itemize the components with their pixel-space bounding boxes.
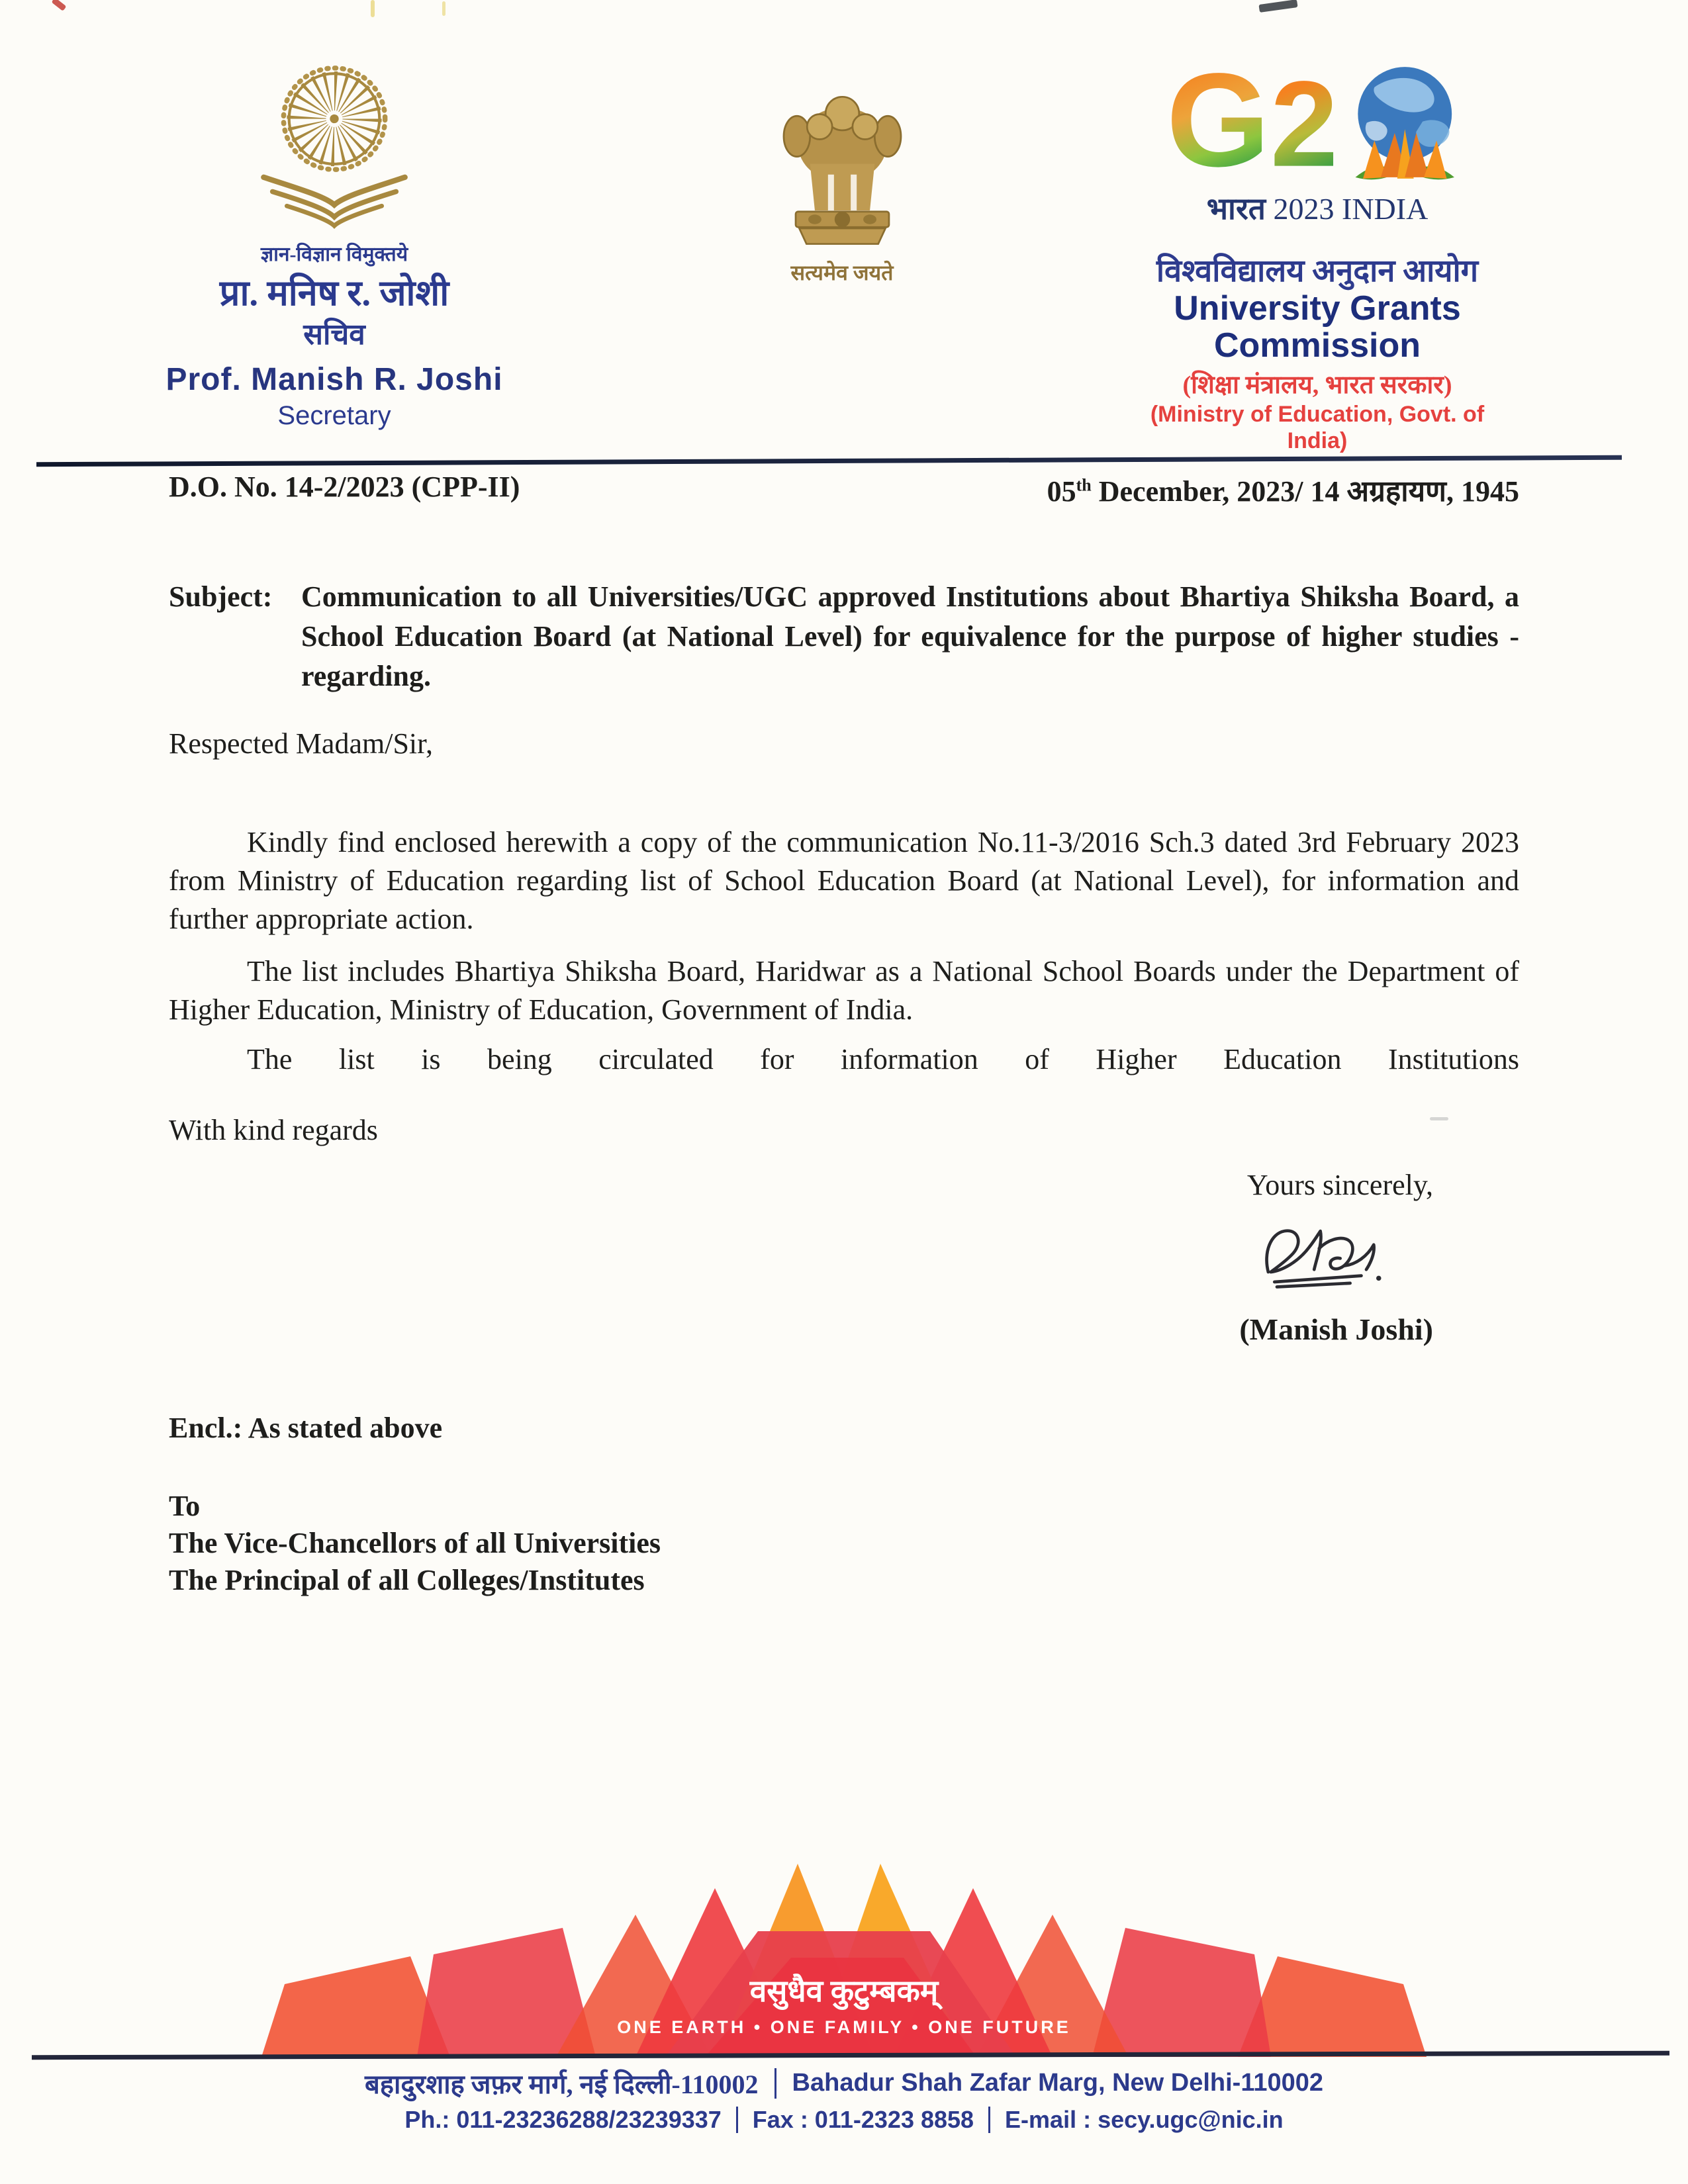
- g20-logo: [1165, 53, 1470, 193]
- scan-artifact-red: [52, 0, 67, 11]
- footer-separator: [988, 2107, 990, 2133]
- national-emblem-block: [716, 74, 968, 287]
- scan-artifact-dark: [1258, 0, 1297, 13]
- subject-row: [169, 577, 1519, 696]
- g20-tagline: [1125, 192, 1509, 226]
- addressee-line-2: The Principal of all Colleges/Institutes: [169, 1564, 645, 1596]
- lion-head-left: [807, 114, 832, 140]
- abacus-chakra: [834, 212, 849, 227]
- footer-phone: Ph.: 011-23236288/23239337: [404, 2106, 722, 2133]
- scan-artifact-yellow: [371, 0, 375, 17]
- signatory-name: (Manish Joshi): [1239, 1312, 1433, 1346]
- abacus-bull: [863, 214, 876, 224]
- g20-2-digit: 2: [1270, 55, 1338, 192]
- leg-gap: [851, 175, 857, 212]
- footer-address-hindi: बहादुरशाह जफ़र मार्ग, नई दिल्ली-110002: [364, 2070, 759, 2099]
- addressee-block: [169, 1488, 661, 1599]
- scan-artifact-yellow: [442, 1, 445, 16]
- left-ornament: [783, 116, 810, 156]
- right-ornament: [874, 116, 901, 156]
- g20-g-letter: G: [1166, 53, 1270, 193]
- reference-row: [169, 470, 1519, 510]
- lotus-motto-english: ONE EARTH • ONE FAMILY • ONE FUTURE: [617, 2017, 1071, 2037]
- closing-block: [1239, 1168, 1433, 1347]
- national-emblem-icon: [765, 74, 920, 253]
- footer-address-english: Bahadur Shah Zafar Marg, New Delhi-110002: [792, 2069, 1324, 2097]
- closing-line: Yours sincerely,: [1246, 1169, 1433, 1201]
- sender-title: Secretary: [277, 401, 391, 430]
- footer-address-line: [0, 2065, 1688, 2101]
- footer-email: E-mail : secy.ugc@nic.in: [1005, 2106, 1284, 2133]
- sender-block: [162, 57, 506, 431]
- sender-name-hindi: प्रा. मनिष र. जोशी: [219, 273, 449, 313]
- lion-head-right: [852, 114, 877, 140]
- subject-text: Communication to all Universities/UGC approved Institutions about Bhartiya Shiksha Board, a School Education Board (at National Level) for equivalence for the purpose of higher studies - regarding.: [301, 580, 1519, 692]
- subject-label: Subject:: [169, 580, 273, 613]
- lotus-banner: [255, 1845, 1433, 2057]
- body-paragraph-3: The list is being circulated for information of Higher Education Institutions: [247, 1043, 1519, 1075]
- g20-year-text: 2023 INDIA: [1273, 192, 1429, 226]
- abacus-horse: [808, 214, 821, 224]
- regards-line: With kind regards: [169, 1114, 378, 1146]
- chakra-hub: [330, 114, 338, 123]
- book-wing-top: [263, 177, 404, 205]
- footer-separator: [774, 2068, 776, 2099]
- lion-chest: [810, 164, 874, 210]
- ministry: (Ministry of Education, Govt. of India): [1150, 402, 1485, 453]
- addressee-line-1: The Vice-Chancellors of all Universities: [169, 1527, 661, 1559]
- lotus-motto-sanskrit: वसुधैव कुटुम्बकम्: [749, 1974, 939, 2008]
- reference-number: D.O. No. 14-2/2023 (CPP-II): [169, 471, 520, 503]
- letter-date: 05th December, 2023/ 14 अग्रहायण, 1945: [1047, 475, 1519, 508]
- leg-gap: [827, 175, 833, 212]
- org-block: [1125, 53, 1509, 454]
- letterhead-divider: [36, 455, 1622, 467]
- footer-separator: [736, 2107, 738, 2133]
- to-label: To: [169, 1490, 201, 1522]
- lotus-base: [799, 228, 885, 244]
- enclosure-line: Encl.: As stated above: [169, 1412, 443, 1444]
- ugc-emblem-icon: [252, 57, 417, 234]
- salutation: Respected Madam/Sir,: [169, 727, 434, 760]
- sender-title-hindi: सचिव: [303, 318, 365, 351]
- scan-artifact-gray: [1430, 1117, 1448, 1120]
- footer-fax: Fax : 011-2323 8858: [752, 2106, 974, 2133]
- signature-scribble: [1254, 1212, 1409, 1312]
- g20-bharat-text: भारत: [1206, 192, 1266, 226]
- body-paragraph-2: The list includes Bhartiya Shiksha Board, Haridwar as a National School Boards under the Department of Higher Education, Ministry of Education, Government of India.: [169, 955, 1519, 1026]
- satyameva-jayate-motto: सत्यमेव जयते: [790, 261, 894, 285]
- ministry-hindi: (शिक्षा मंत्रालय, भारत सरकार): [1182, 371, 1452, 399]
- ugc-motto-hindi: ज्ञान-विज्ञान विमुक्तये: [260, 244, 408, 265]
- body-paragraph-1: Kindly find enclosed herewith a copy of the communication No.11-3/2016 Sch.3 dated 3rd February 2023 from Ministry of Education regarding list of School Education Board (at National Level), for information and further appropriate action.: [169, 826, 1519, 935]
- footer-contact-line: [0, 2106, 1688, 2134]
- org-name-hindi: विश्वविद्यालय अनुदान आयोग: [1156, 254, 1479, 289]
- org-name: University Grants Commission: [1174, 289, 1461, 365]
- sender-name: Prof. Manish R. Joshi: [165, 362, 503, 397]
